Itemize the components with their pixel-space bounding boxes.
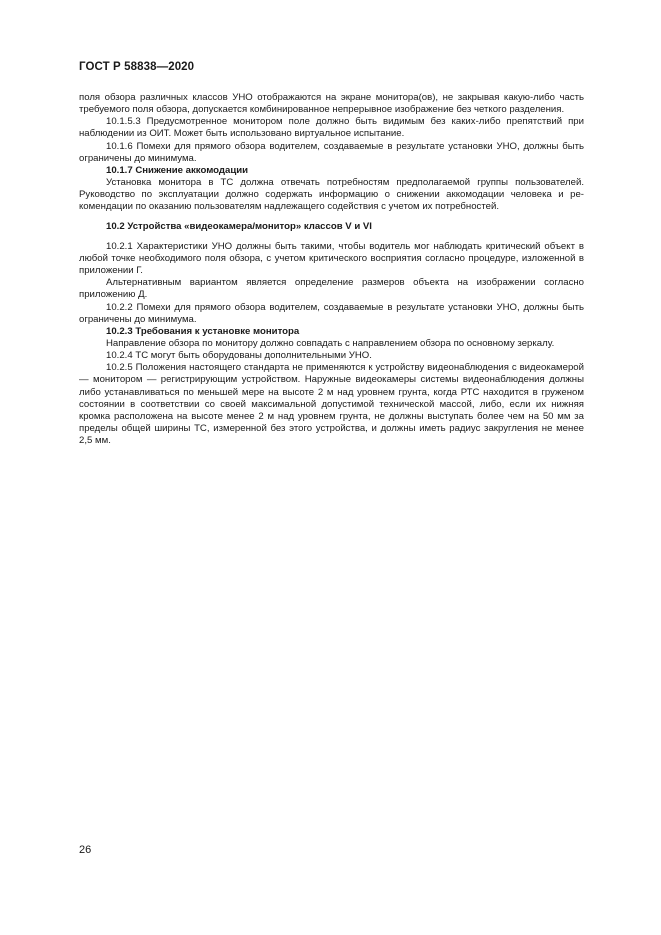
paragraph-accommodation: Установка монитора в ТС должна отвечать потребностям предполагаемой группы пользователей. Руководство по эксплуатации должно содержать информацию о снижении аккомодации человека и рекомендации по оказанию пользователям надлежащего содействия с учетом их потребностей. <box>79 177 584 213</box>
paragraph-alternative: Альтернативным вариантом является определение размеров объекта на изображении согласно приложению Д. <box>79 277 584 301</box>
document-body <box>79 92 584 447</box>
paragraph-10-2-2: 10.2.2 Помехи для прямого обзора водителем, создаваемые в результате установки УНО, должны быть ограничены до минимума. <box>79 301 584 325</box>
paragraph-10-1-6: 10.1.6 Помехи для прямого обзора водителем, создаваемые в результате установки УНО, должны быть ограничены до минимума. <box>79 140 584 164</box>
paragraph-10-2-1: 10.2.1 Характеристики УНО должны быть такими, чтобы водитель мог наблюдать критический объект в любой точке необходимого поля обзора, с учетом критического восприятия согласно процедуре, изложенной в приложении Г. <box>79 240 584 277</box>
section-heading-10-2: 10.2 Устройства «видеокамера/монитор» классов V и VI <box>106 220 372 232</box>
paragraph-10-2-5: 10.2.5 Положения настоящего стандарта не применяются к устройству видеонаблюдения с видеокамерой — монитором — регистрирующим устройством. Наружные видеокамеры системы видеонаблюдения должны либо устанавливаться по меньшей мере на высоте 2 м над уровнем грунта, когда РТС находится в груженом состоянии в соответствии со своей максимальной допустимой технической массой, либо, если их нижняя кромка расположена на высоте менее 2 м над уровнем грунта, не должны выступать более чем на 50 мм за пределы общей ширины ТС, измеренной без этого устройства, и должны иметь радиус закругления не менее 2,5 мм. <box>79 362 584 447</box>
subsection-heading-10-2-3: 10.2.3 Требования к установке монитора <box>106 325 300 337</box>
document-header: ГОСТ Р 58838—2020 <box>79 61 195 73</box>
subsection-heading-10-1-7: 10.1.7 Снижение аккомодации <box>106 164 249 176</box>
page-number: 26 <box>79 844 92 856</box>
paragraph-10-1-5-3: 10.1.5.3 Предусмотренное монитором поле должно быть видимым без каких-либо препятствий при наблюдении из ОИТ. Может быть использовано виртуальное испытание. <box>79 116 584 140</box>
paragraph-monitor-direction: Направление обзора по монитору должно совпадать с направлением обзора по основному зеркалу. <box>106 337 555 349</box>
paragraph-continuation: поля обзора различных классов УНО отображаются на экране монитора(ов), не закрывая какую-либо часть требуемого поля обзора, допускается комбинированное непрерывное изображение без четкого разделения. <box>79 92 584 116</box>
paragraph-10-2-4: 10.2.4 ТС могут быть оборудованы дополнительными УНО. <box>106 350 372 362</box>
